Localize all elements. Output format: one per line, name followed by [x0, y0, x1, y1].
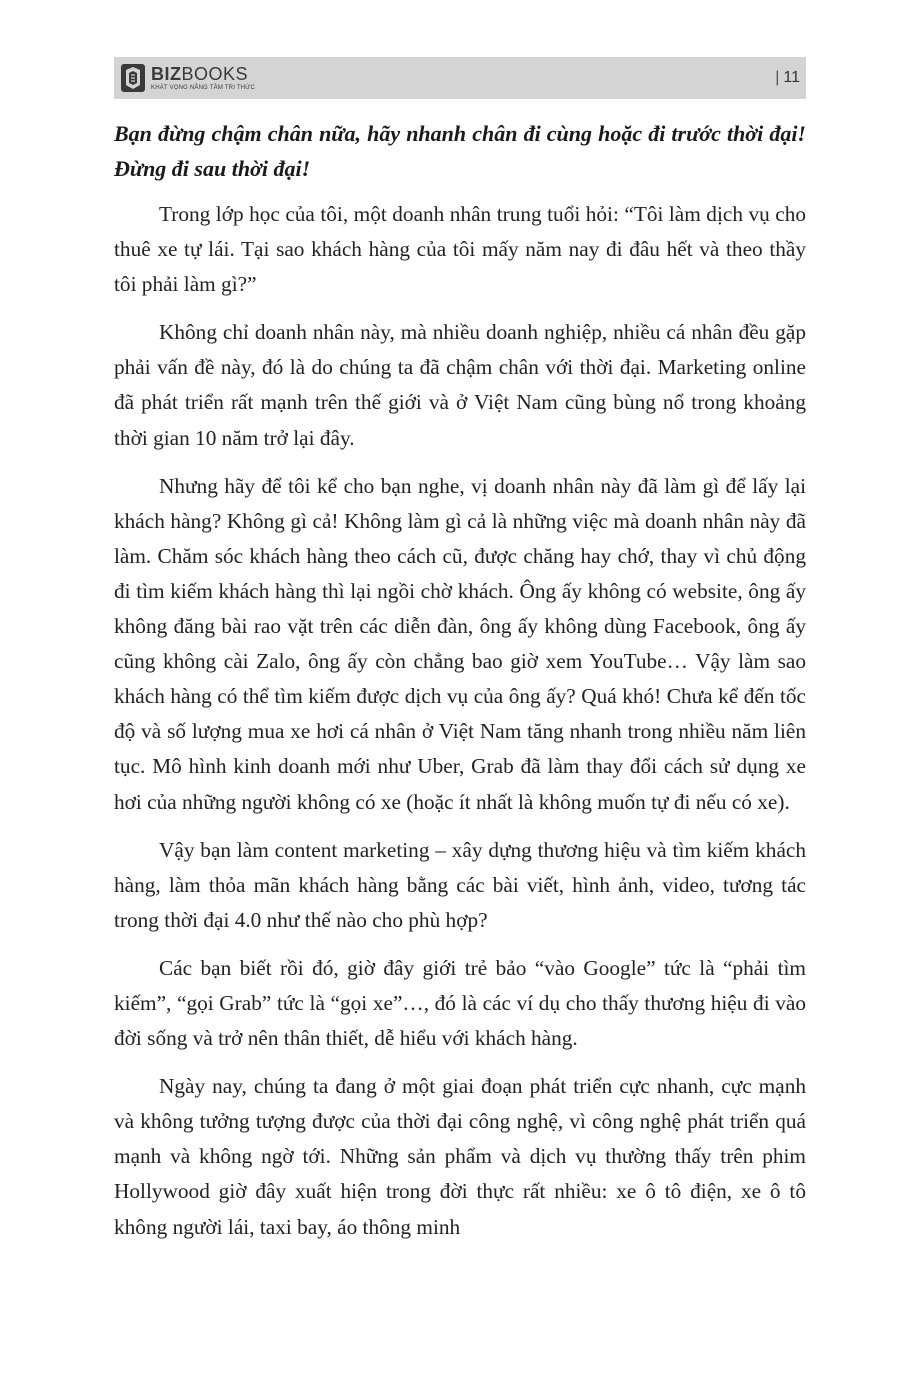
paragraph: Ngày nay, chúng ta đang ở một giai đoạn phát triển cực nhanh, cực mạnh và không tưởng tượng được của thời đại công nghệ, vì công nghệ phát triển quá mạnh và không ngờ tới. Những sản phẩm và dịch vụ thường thấy trên phim Hollywood giờ đây xuất hiện trong đời thực rất nhiều: xe ô tô điện, xe ô tô không người lái, taxi bay, áo thông minh [114, 1074, 806, 1239]
logo-brand-light: BOOKS [181, 64, 249, 84]
paragraph: Các bạn biết rồi đó, giờ đây giới trẻ bảo “vào Google” tức là “phải tìm kiếm”, “gọi Grab” tức là “gọi xe”…, đó là các ví dụ cho thấy thương hiệu đi vào đời sống và trở nên thân thiết, dễ hiểu với khách hàng. [114, 955, 806, 1051]
paragraph: Trong lớp học của tôi, một doanh nhân trung tuổi hỏi: “Tôi làm dịch vụ cho thuê xe tự lái. Tại sao khách hàng của tôi mấy năm nay đi đâu hết và theo thầy tôi phải làm gì?” [114, 202, 806, 297]
logo-tagline: KHÁT VỌNG NÂNG TẦM TRI THỨC [151, 85, 256, 91]
paragraph: Vậy bạn làm content marketing – xây dựng thương hiệu và tìm kiếm khách hàng, làm thỏa mãn khách hàng bằng các bài viết, hình ảnh, video, tương tác trong thời đại 4.0 như thế nào cho phù hợp? [114, 837, 806, 932]
paragraph: Không chỉ doanh nhân này, mà nhiều doanh nghiệp, nhiều cá nhân đều gặp phải vấn đề này, đó là do chúng ta đã chậm chân với thời đại. Marketing online đã phát triển rất mạnh trên thế giới và ở Việt Nam cũng bùng nổ trong khoảng thời gian 10 năm trở lại đây. [114, 320, 806, 450]
page-number-value: 11 [783, 69, 800, 86]
page-body [114, 116, 806, 1258]
logo-brand-bold: BIZ [151, 64, 182, 84]
page-number [775, 69, 800, 87]
logo-brand [151, 65, 255, 83]
bizbooks-logo [120, 61, 255, 95]
bizbooks-emblem-icon [120, 63, 146, 93]
running-header [114, 57, 806, 99]
page-number-separator: | [775, 69, 780, 86]
paragraph: Nhưng hãy để tôi kể cho bạn nghe, vị doanh nhân này đã làm gì để lấy lại khách hàng? Không gì cả! Không làm gì cả là những việc mà doanh nhân này đã làm. Chăm sóc khách hàng theo cách cũ, được chăng hay chớ, thay vì chủ động đi tìm kiếm khách hàng thì lại ngồi chờ khách. Ông ấy không có website, ông ấy không đăng bài rao vặt trên các diễn đàn, ông ấy không dùng Facebook, ông ấy cũng không cài Zalo, ông ấy còn chẳng bao giờ xem YouTube… Vậy làm sao khách hàng có thể tìm kiếm được dịch vụ của ông ấy? Quá khó! Chưa kể đến tốc độ và số lượng mua xe hơi cá nhân ở Việt Nam tăng nhanh trong nhiều năm liên tục. Mô hình kinh doanh mới như Uber, Grab đã làm thay đổi cách sử dụng xe hơi của những người không có xe (hoặc ít nhất là không muốn tự đi nếu có xe). [114, 473, 806, 814]
section-heading: Bạn đừng chậm chân nữa, hãy nhanh chân đi cùng hoặc đi trước thời đại! Đừng đi sau thời đại! [114, 121, 806, 181]
